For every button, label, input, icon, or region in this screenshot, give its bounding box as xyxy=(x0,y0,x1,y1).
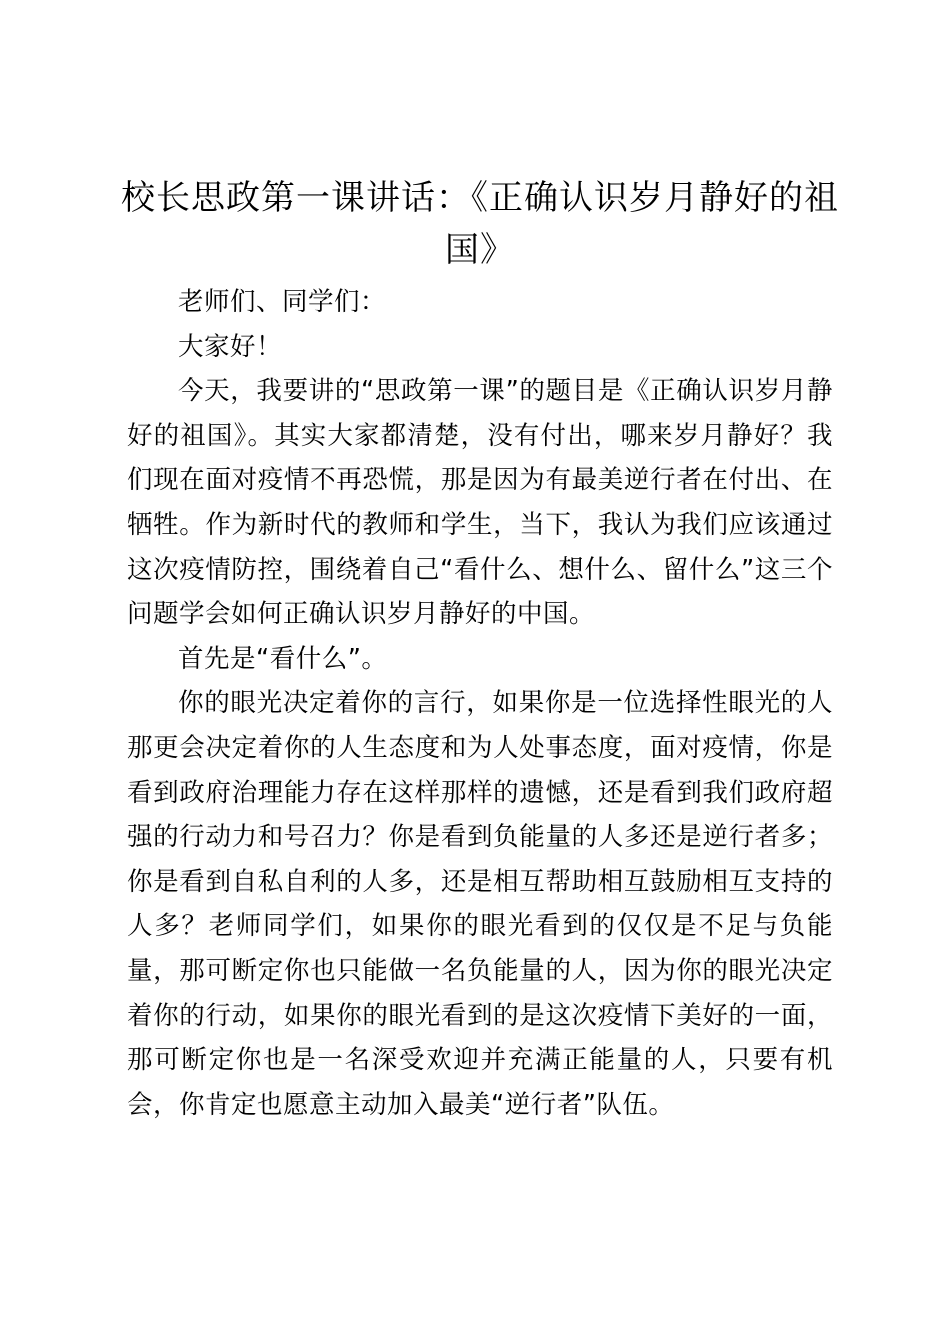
document-body xyxy=(127,280,833,1127)
salutation: 老师们、同学们： xyxy=(178,287,387,317)
greeting: 大家好！ xyxy=(178,331,283,362)
paragraph-intro: 今天，我要讲的“思政第一课”的题目是《正确认识岁月静好的祖国》。其实大家都清楚，没有付出，哪来岁月静好？我们现在面对疫情不再恐慌，那是因为有最美逆行者在付出、在牺牲。作为新时代的教师和学生，当下，我认为我们应该通过这次疫情防控，围绕着自己“看什么、想什么、留什么”这三个问题学会如何正确认识岁月静好的中国。 xyxy=(127,376,833,630)
document-title: 校长思政第一课讲话：《正确认识岁月静好的祖国》 xyxy=(121,178,839,270)
paragraph-what-to-see: 你的眼光决定着你的言行，如果你是一位选择性眼光的人那更会决定着你的人生态度和为人处事态度，面对疫情，你是看到政府治理能力存在这样那样的遗憾，还是看到我们政府超强的行动力和号召力？你是看到负能量的人多还是逆行者多；你是看到自私自利的人多，还是相互帮助相互鼓励相互支持的人多？老师同学们，如果你的眼光看到的仅仅是不足与负能量，那可断定你也只能做一名负能量的人，因为你的眼光决定着你的行动，如果你的眼光看到的是这次疫情下美好的一面，那可断定你也是一名深受欢迎并充满正能量的人，只要有机会，你肯定也愿意主动加入最美“逆行者”队伍。 xyxy=(127,688,833,1120)
section-heading-what-to-see: 首先是“看什么”。 xyxy=(178,643,388,674)
